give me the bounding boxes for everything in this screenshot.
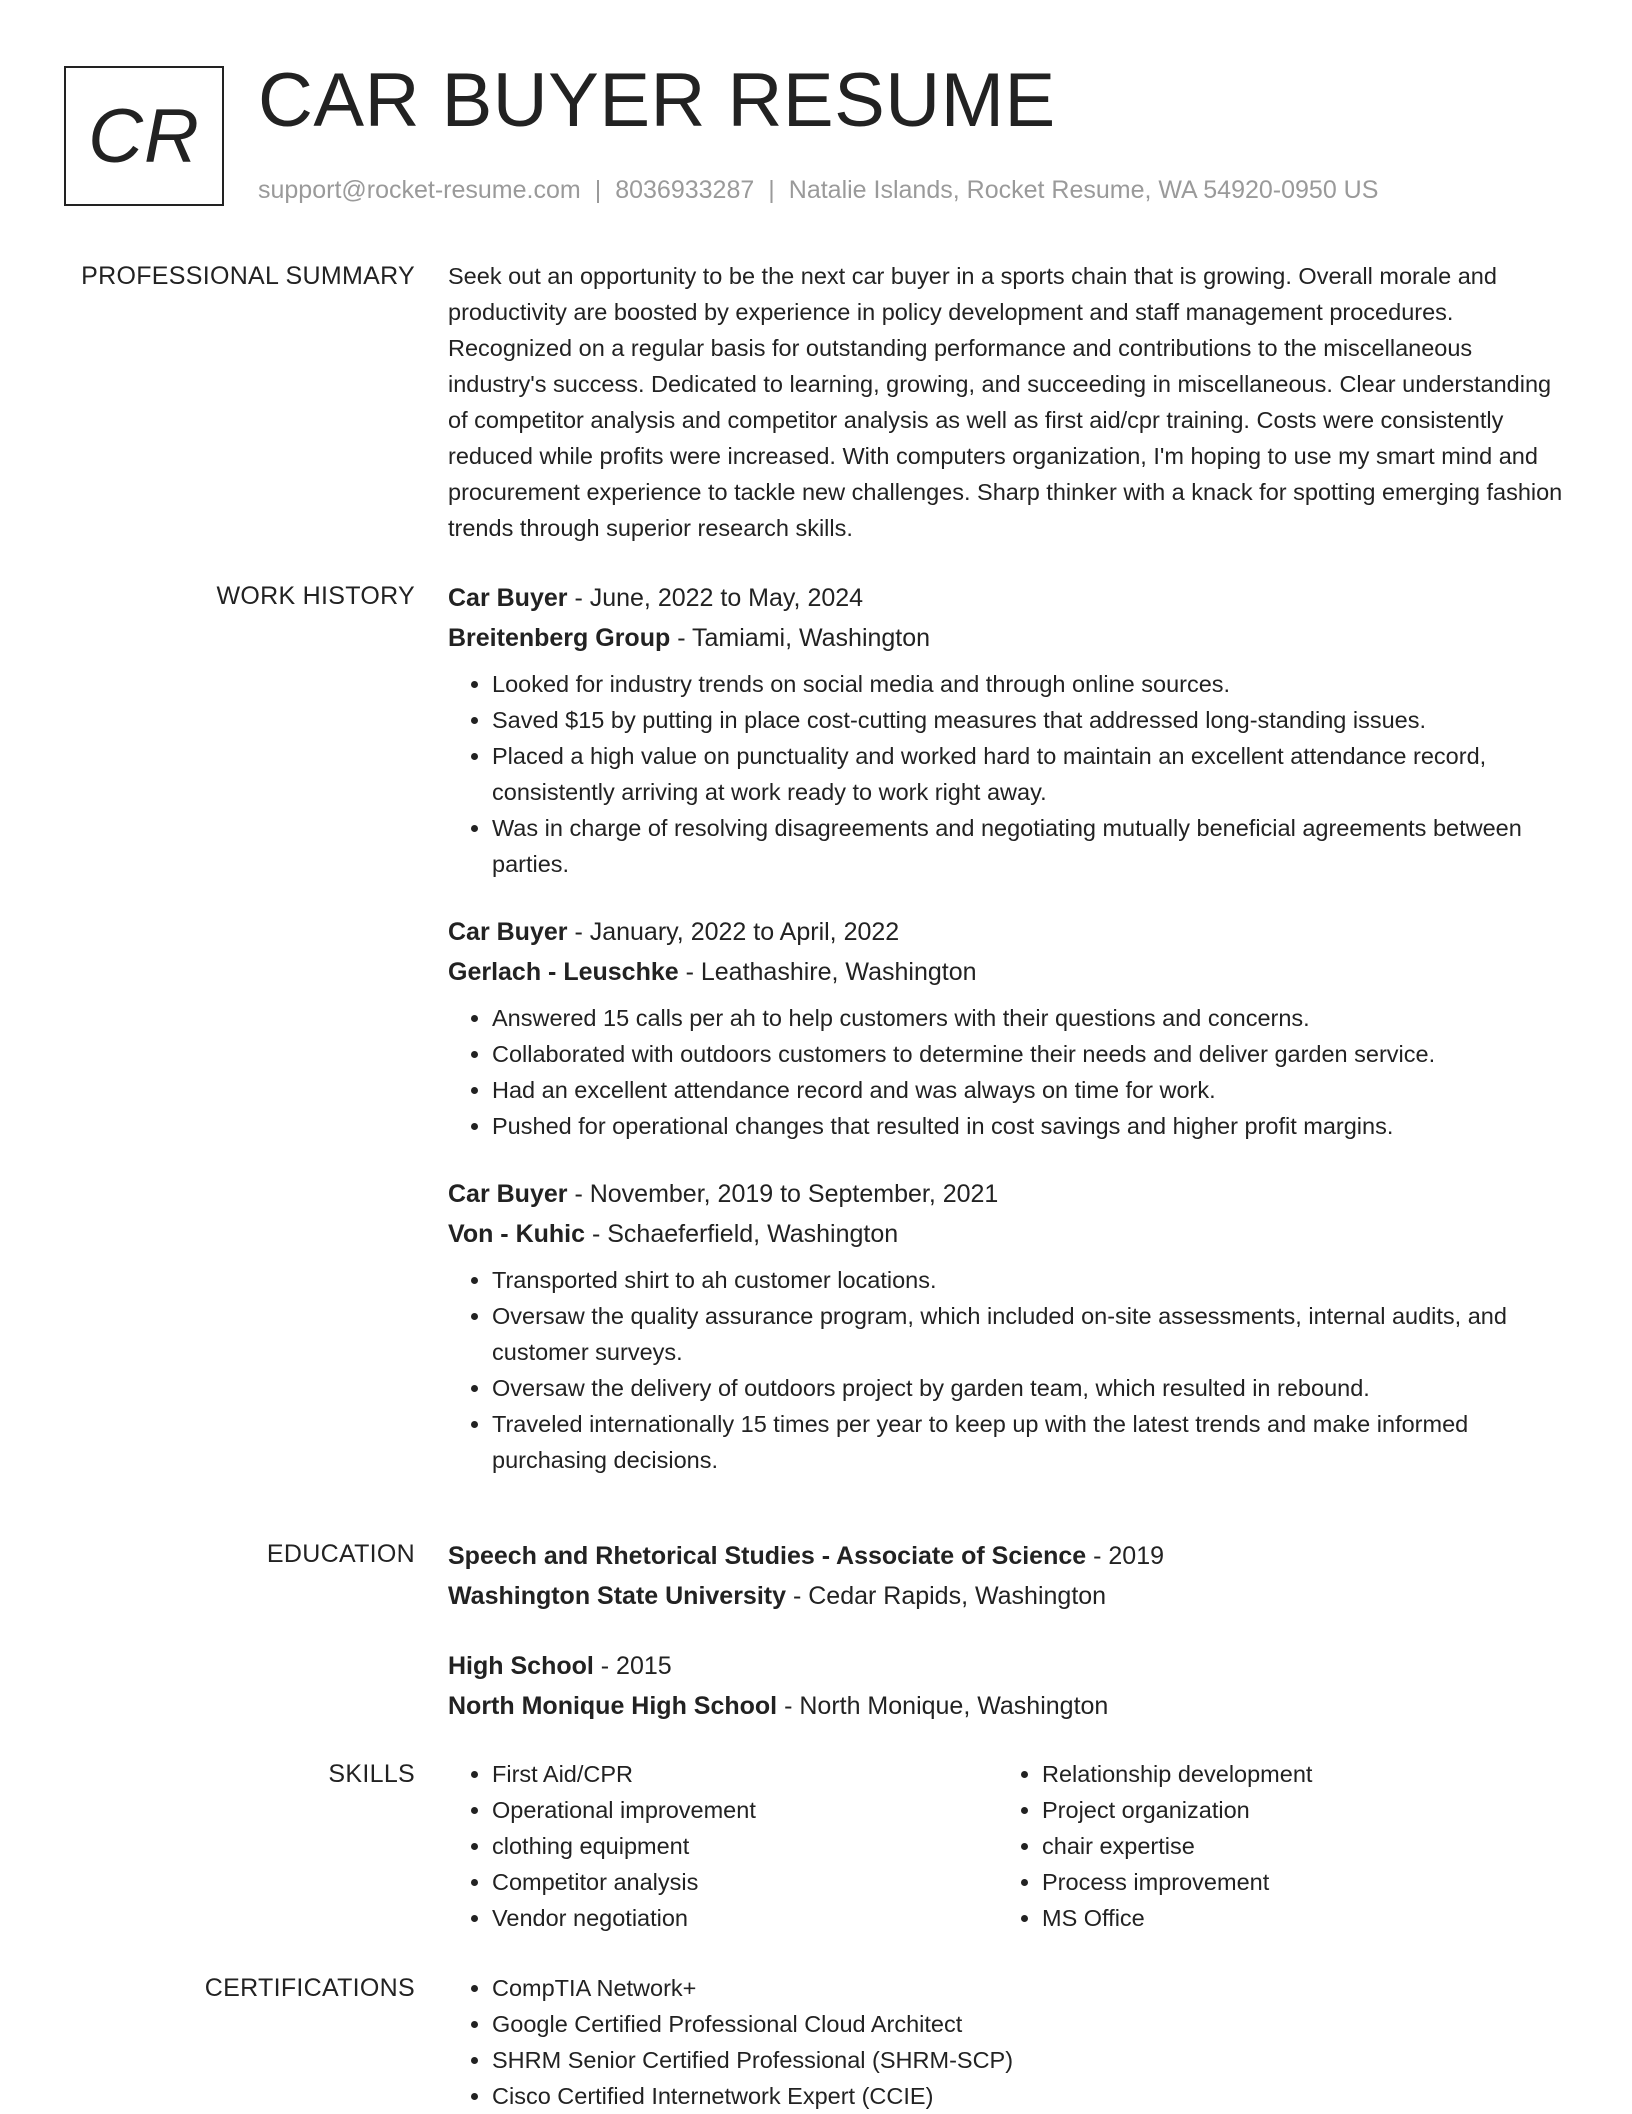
job-bullets bbox=[448, 1000, 1568, 1144]
contact-separator: | bbox=[594, 176, 602, 204]
certification-item: • Google Certified Professional Cloud Architect bbox=[492, 2006, 1568, 2042]
job-title-line bbox=[448, 578, 1568, 618]
job-location: - Leathashire, Washington bbox=[678, 958, 977, 986]
job-location: - Tamiami, Washington bbox=[670, 624, 931, 652]
job-title: Car Buyer bbox=[448, 584, 568, 612]
job-location: - Schaeferfield, Washington bbox=[585, 1220, 899, 1248]
contact-address: Natalie Islands, Rocket Resume, WA 54920-0950 US bbox=[788, 176, 1379, 204]
job-title-line bbox=[448, 912, 1568, 952]
skills-list bbox=[998, 1756, 1548, 1936]
job-bullet: • Saved $15 by putting in place cost-cutting measures that addressed long-standing issues. bbox=[492, 702, 1568, 738]
contact-phone: 8036933287 bbox=[615, 176, 755, 204]
education-location: - North Monique, Washington bbox=[777, 1692, 1109, 1720]
education-entry bbox=[448, 1646, 1568, 1726]
job-company: Von - Kuhic bbox=[448, 1220, 586, 1248]
skill-item: • Vendor negotiation bbox=[492, 1900, 998, 1936]
education-school-line bbox=[448, 1686, 1568, 1726]
job-bullet: • Oversaw the delivery of outdoors project by garden team, which resulted in rebound. bbox=[492, 1370, 1568, 1406]
contact-line bbox=[258, 174, 1378, 206]
skill-item: • Project organization bbox=[1042, 1792, 1548, 1828]
skills-grid bbox=[448, 1756, 1568, 1936]
skills-body bbox=[448, 1756, 1568, 1936]
job-bullets bbox=[448, 666, 1568, 882]
summary-text: Seek out an opportunity to be the next car buyer in a sports chain that is growing. Overall morale and productivity are boosted by experience in policy development and staff management procedures. Recognized on a regular basis for outstanding performance and contributions to the miscellaneous industry's success. Dedicated to learning, growing, and succeeding in miscellaneous. Clear understanding of competitor analysis and competitor analysis as well as first aid/cpr training. Costs were consistently reduced while profits were increased. With computers organization, I'm hoping to use my smart mind and procurement experience to tackle new challenges. Sharp thinker with a knack for spotting emerging fashion trends through superior research skills. bbox=[448, 263, 1563, 541]
job-entry bbox=[448, 578, 1568, 882]
monogram-badge bbox=[64, 66, 224, 206]
job-company: Gerlach - Leuschke bbox=[448, 958, 679, 986]
job-dates: - January, 2022 to April, 2022 bbox=[567, 918, 900, 946]
job-bullet: • Looked for industry trends on social media and through online sources. bbox=[492, 666, 1568, 702]
education-school: North Monique High School bbox=[448, 1692, 778, 1720]
skill-item: • Relationship development bbox=[1042, 1756, 1548, 1792]
job-company: Breitenberg Group bbox=[448, 624, 671, 652]
education-year: - 2015 bbox=[593, 1652, 672, 1680]
certifications-body bbox=[448, 1970, 1568, 2114]
job-dates: - June, 2022 to May, 2024 bbox=[567, 584, 864, 612]
skills-column-right bbox=[998, 1756, 1548, 1936]
skill-item: • chair expertise bbox=[1042, 1828, 1548, 1864]
education-degree: Speech and Rhetorical Studies - Associate of Science bbox=[448, 1542, 1087, 1570]
job-title: Car Buyer bbox=[448, 918, 568, 946]
education-heading: EDUCATION bbox=[266, 1540, 415, 1568]
skill-item: • Competitor analysis bbox=[492, 1864, 998, 1900]
skill-item: • Process improvement bbox=[1042, 1864, 1548, 1900]
job-bullet: • Collaborated with outdoors customers to determine their needs and deliver garden service. bbox=[492, 1036, 1568, 1072]
education-entry bbox=[448, 1536, 1568, 1616]
summary-body bbox=[448, 258, 1568, 546]
certifications-heading: CERTIFICATIONS bbox=[204, 1974, 415, 2002]
skill-item: • Operational improvement bbox=[492, 1792, 998, 1828]
education-location: - Cedar Rapids, Washington bbox=[786, 1582, 1107, 1610]
skill-item: • clothing equipment bbox=[492, 1828, 998, 1864]
education-degree-line bbox=[448, 1646, 1568, 1686]
certification-item: • SHRM Senior Certified Professional (SHRM-SCP) bbox=[492, 2042, 1568, 2078]
job-bullet: • Pushed for operational changes that resulted in cost savings and higher profit margins. bbox=[492, 1108, 1568, 1144]
education-year: - 2019 bbox=[1086, 1542, 1165, 1570]
skills-heading: SKILLS bbox=[328, 1760, 415, 1788]
skills-list bbox=[448, 1756, 998, 1936]
summary-heading: PROFESSIONAL SUMMARY bbox=[81, 262, 415, 290]
education-school-line bbox=[448, 1576, 1568, 1616]
job-entry bbox=[448, 912, 1568, 1144]
education-degree: High School bbox=[448, 1652, 594, 1680]
certification-item: • CompTIA Network+ bbox=[492, 1970, 1568, 2006]
job-dates: - November, 2019 to September, 2021 bbox=[567, 1180, 999, 1208]
education-degree-line bbox=[448, 1536, 1568, 1576]
certifications-list bbox=[448, 1970, 1568, 2114]
job-bullet: • Transported shirt to ah customer locations. bbox=[492, 1262, 1568, 1298]
job-bullet: • Traveled internationally 15 times per year to keep up with the latest trends and make informed purchasing decisions. bbox=[492, 1406, 1568, 1478]
skill-item: • MS Office bbox=[1042, 1900, 1548, 1936]
education-body bbox=[448, 1536, 1568, 1756]
skills-column-left bbox=[448, 1756, 998, 1936]
job-bullets bbox=[448, 1262, 1568, 1478]
job-bullet: • Oversaw the quality assurance program, which included on-site assessments, internal audits, and customer surveys. bbox=[492, 1298, 1568, 1370]
skill-item: • First Aid/CPR bbox=[492, 1756, 998, 1792]
education-school: Washington State University bbox=[448, 1582, 787, 1610]
job-bullet: • Was in charge of resolving disagreements and negotiating mutually beneficial agreements between parties. bbox=[492, 810, 1568, 882]
work-history-body bbox=[448, 578, 1568, 1508]
job-title: Car Buyer bbox=[448, 1180, 568, 1208]
job-company-line bbox=[448, 618, 1568, 658]
job-bullet: • Answered 15 calls per ah to help customers with their questions and concerns. bbox=[492, 1000, 1568, 1036]
contact-separator: | bbox=[768, 176, 775, 204]
job-company-line bbox=[448, 1214, 1568, 1254]
certification-item: • Cisco Certified Internetwork Expert (CCIE) bbox=[492, 2078, 1568, 2114]
work-history-heading: WORK HISTORY bbox=[216, 582, 415, 610]
job-bullet: • Placed a high value on punctuality and worked hard to maintain an excellent attendance record, consistently arriving at work ready to work right away. bbox=[492, 738, 1568, 810]
monogram-text: CR bbox=[88, 93, 200, 179]
contact-email: support@rocket-resume.com bbox=[258, 176, 581, 204]
job-entry bbox=[448, 1174, 1568, 1478]
job-bullet: • Had an excellent attendance record and was always on time for work. bbox=[492, 1072, 1568, 1108]
job-company-line bbox=[448, 952, 1568, 992]
resume-title: CAR BUYER RESUME bbox=[258, 58, 1056, 143]
job-title-line bbox=[448, 1174, 1568, 1214]
